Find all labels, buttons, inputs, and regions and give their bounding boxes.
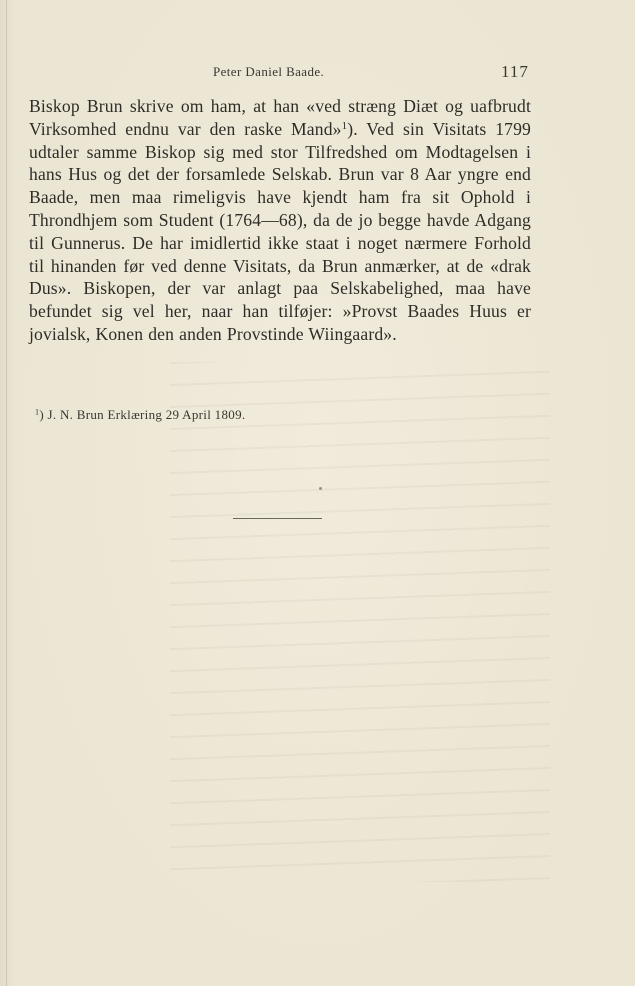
paper-speck <box>319 487 322 490</box>
footnote-text: ) J. N. Brun Erklæring 29 April 1809. <box>39 407 246 422</box>
footnote <box>35 407 245 423</box>
footnote-reference: 1 <box>341 119 348 132</box>
footnote-marker: 1 <box>35 407 40 417</box>
body-paragraph <box>29 95 531 346</box>
show-through-texture <box>170 362 550 882</box>
page-edge <box>6 0 7 986</box>
page-number: 117 <box>501 62 529 81</box>
body-text-continued: ). Ved sin Visitats 1799 udtaler samme Biskop sig med stor Tilfredshed om Modtagelsen i hans Hus og det der forsamlede Selskab. Brun var 8 Aar yngre end Baade, men maa rimeligvis have kjendt ham fra sit Ophold i Throndhjem som Student (1764—68), da de jo begge havde Adgang til Gunnerus. De har imidlertid ikke staat i noget nærmere Forhold til hinanden før ved denne Visitats, da Brun anmærker, at de «drak Dus». Biskopen, der var anlagt paa Selskabelighed, maa have befundet sig vel her, naar han tilføjer: »Provst Baades Huus er jovialsk, Konen den anden Provstinde Wiingaard». <box>29 118 531 344</box>
running-title: Peter Daniel Baade. <box>213 64 325 79</box>
body-text-start: Biskop Brun skrive om ham, at han «ved stræng Diæt og uafbrudt Virksomhed endnu var den raske Mand» <box>29 96 531 139</box>
end-rule <box>233 518 322 519</box>
page-header <box>0 64 635 84</box>
